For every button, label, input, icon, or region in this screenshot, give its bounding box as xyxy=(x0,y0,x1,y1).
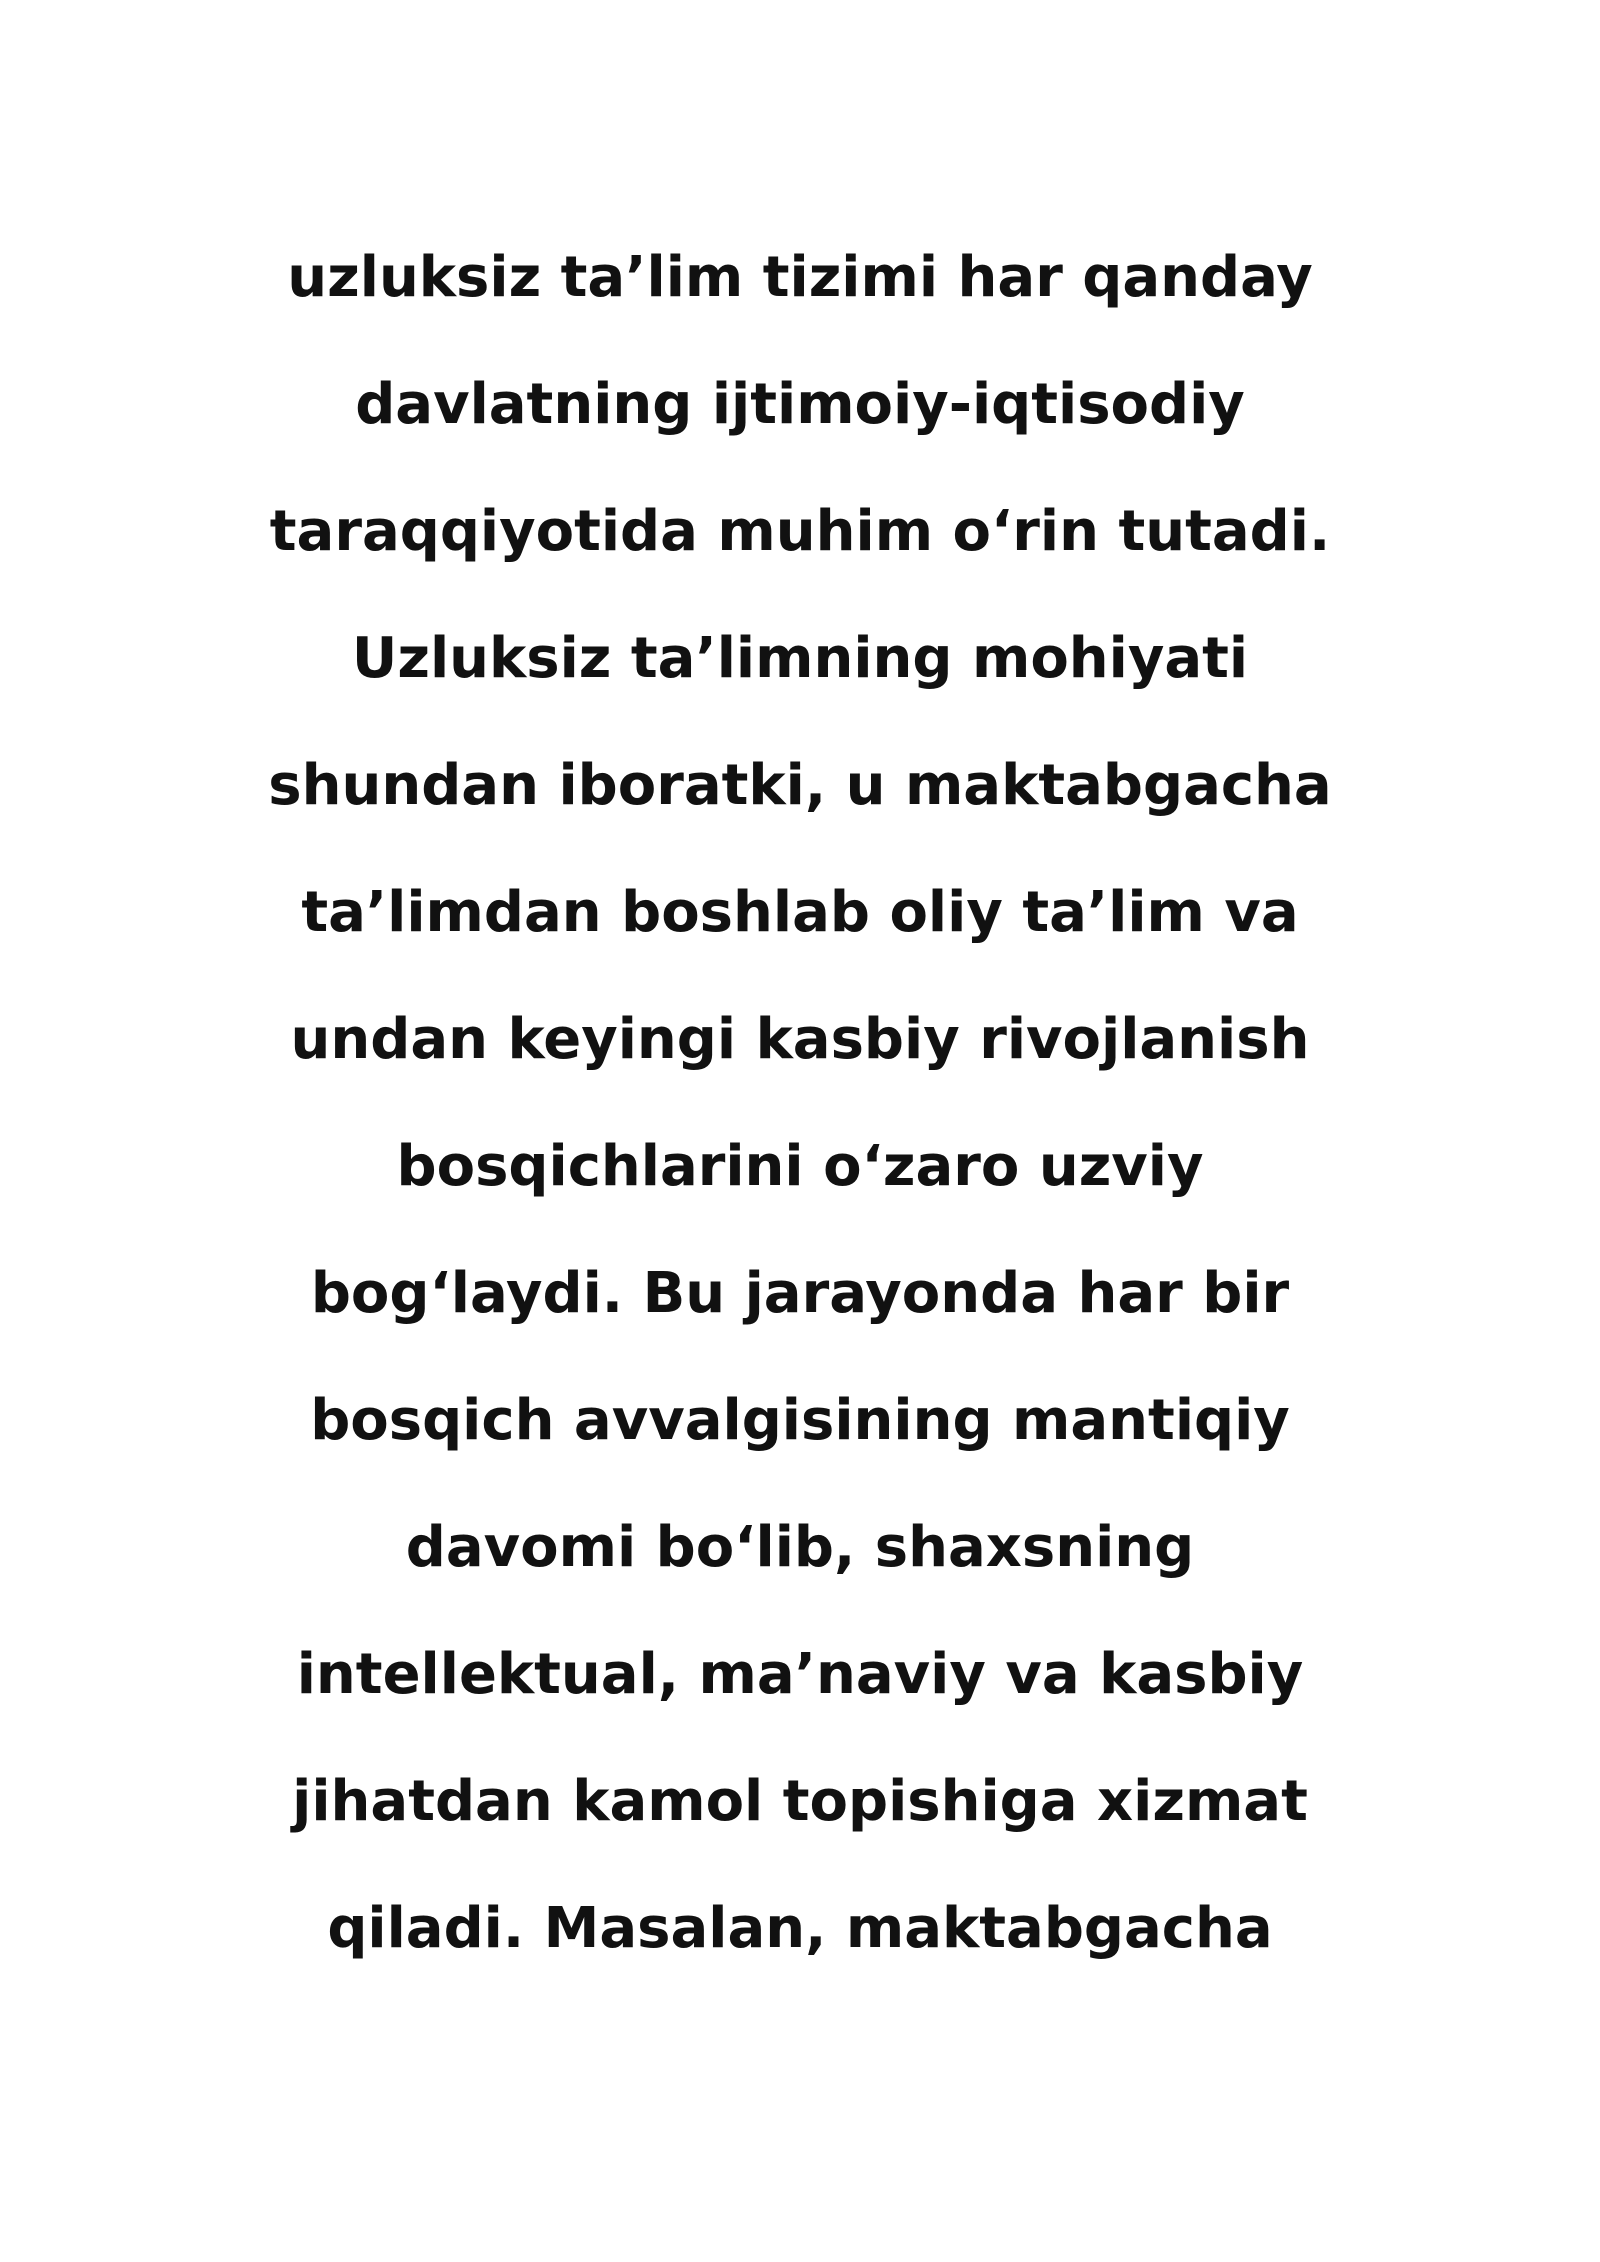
text-line: uzluksiz ta’lim tizimi har qanday xyxy=(287,245,1313,310)
text-line: jihatdan kamol topishiga xizmat xyxy=(292,1769,1308,1834)
text-line: taraqqiyotida muhim o‘rin tutadi. xyxy=(269,499,1331,564)
text-line: bosqichlarini o‘zaro uzviy xyxy=(396,1134,1204,1199)
text-line: qiladi. Masalan, maktabgacha xyxy=(327,1896,1273,1961)
text-line: bog‘laydi. Bu jarayonda har bir xyxy=(310,1261,1290,1326)
text-line: davlatning ijtimoiy-iqtisodiy xyxy=(355,372,1245,437)
text-line: shundan iboratki, u maktabgacha xyxy=(268,753,1332,818)
text-line: undan keyingi kasbiy rivojlanish xyxy=(290,1007,1310,1072)
text-line: ta’limdan boshlab oliy ta’lim va xyxy=(301,880,1299,945)
paragraph-text xyxy=(0,228,1600,2006)
text-line: intellektual, ma’naviy va kasbiy xyxy=(296,1642,1304,1707)
text-line: Uzluksiz ta’limning mohiyati xyxy=(351,626,1249,691)
text-line: bosqich avvalgisining mantiqiy xyxy=(310,1388,1290,1453)
text-line: davomi bo‘lib, shaxsning xyxy=(405,1515,1195,1580)
